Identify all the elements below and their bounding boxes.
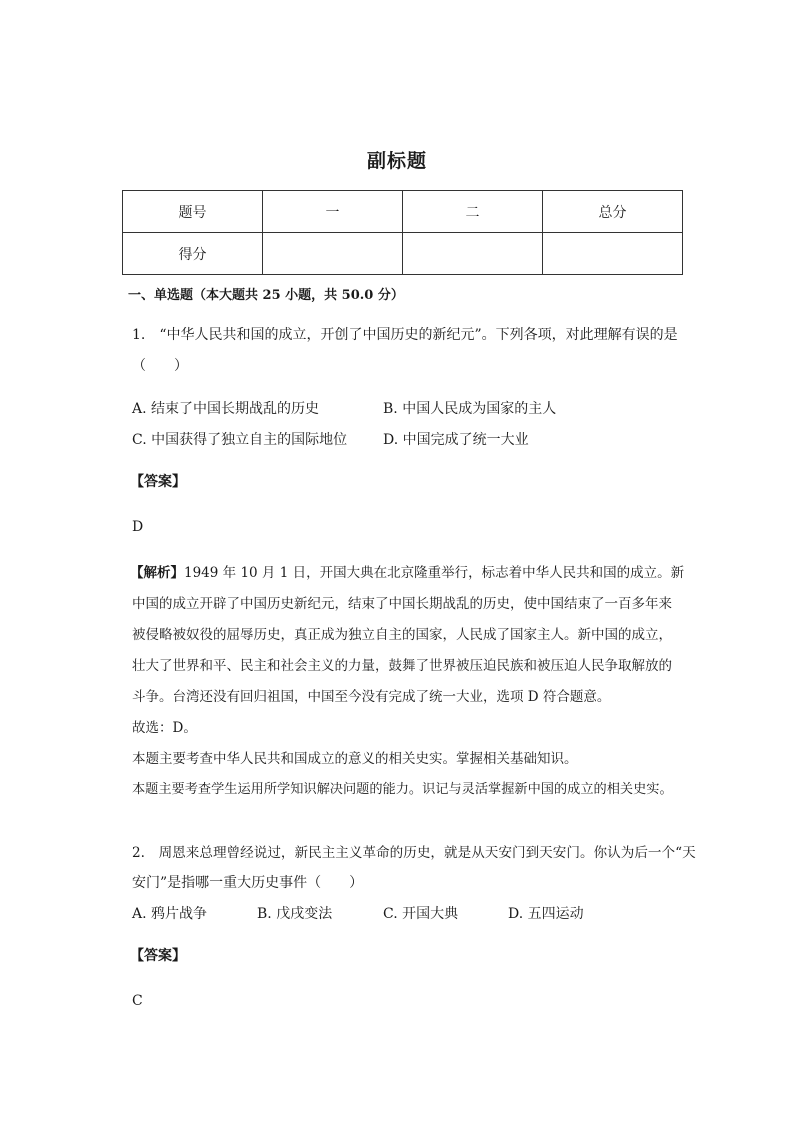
section-heading: 一、单选题（本大题共 25 小题，共 50.0 分）	[128, 288, 404, 303]
q2-option-c: C. 开国大典	[383, 906, 459, 922]
page-title: 副标题	[366, 150, 427, 172]
q1-analysis-line1	[130, 561, 684, 581]
q1-stem-line2: （ ）	[132, 358, 188, 374]
q1-option-c: C. 中国获得了独立自主的国际地位	[132, 432, 348, 448]
q1-choice: 故选：D。	[132, 720, 197, 736]
q1-answer-label: 【答案】	[130, 474, 186, 490]
q1-option-a: A. 结束了中国长期战乱的历史	[132, 401, 320, 417]
q1-option-b: B. 中国人民成为国家的主人	[383, 401, 557, 417]
q2-answer: C	[132, 993, 143, 1009]
q1-analysis-label: 【解析】	[130, 565, 184, 581]
score-cell-score-label: 得分	[123, 233, 263, 275]
score-cell-question-number: 题号	[123, 191, 263, 233]
q2-option-d: D. 五四运动	[508, 906, 584, 922]
score-cell-part-two: 二	[403, 191, 543, 233]
q1-analysis-line2: 中国的成立开辟了中国历史新纪元，结束了中国长期战乱的历史，使中国结束了一百多年来	[132, 596, 672, 612]
q1-analysis-line3: 被侵略被奴役的屈辱历史，真正成为独立自主的国家，人民成了国家主人。新中国的成立，	[132, 627, 672, 643]
score-table-header-row	[123, 191, 683, 233]
score-cell-part-one-value	[263, 233, 403, 275]
q1-option-d: D. 中国完成了统一大业	[383, 432, 529, 448]
score-table	[122, 190, 683, 275]
q1-answer: D	[132, 519, 144, 535]
q2-option-b: B. 戊戌变法	[257, 906, 333, 922]
q2-option-a: A. 鸦片战争	[132, 906, 208, 922]
q1-stem-line1: 1. “中华人民共和国的成立，开创了中国历史的新纪元”。下列各项，对此理解有误的是	[132, 327, 678, 343]
q1-analysis-line5: 斗争。台湾还没有回归祖国，中国至今没有完成了统一大业，选项 D 符合题意。	[132, 689, 611, 705]
score-cell-part-two-value	[403, 233, 543, 275]
q2-answer-label: 【答案】	[130, 948, 186, 964]
q1-note1: 本题主要考查中华人民共和国成立的意义的相关史实。掌握相关基础知识。	[132, 751, 578, 767]
q1-note2: 本题主要考查学生运用所学知识解决问题的能力。识记与灵活掌握新中国的成立的相关史实。	[132, 782, 673, 797]
score-cell-total-value	[543, 233, 683, 275]
q2-stem-line1: 2. 周恩来总理曾经说过，新民主主义革命的历史，就是从天安门到天安门。你认为后一个“天	[132, 845, 696, 861]
q1-analysis-line4: 壮大了世界和平、民主和社会主义的力量，鼓舞了世界被压迫民族和被压迫人民争取解放的	[132, 658, 672, 674]
score-table-score-row	[123, 233, 683, 275]
score-cell-part-one: 一	[263, 191, 403, 233]
q1-analysis-text: 1949 年 10 月 1 日，开国大典在北京隆重举行，标志着中华人民共和国的成立。新	[184, 565, 685, 581]
score-cell-total: 总分	[543, 191, 683, 233]
q2-stem-line2: 安门”是指哪一重大历史事件（ ）	[132, 875, 364, 891]
